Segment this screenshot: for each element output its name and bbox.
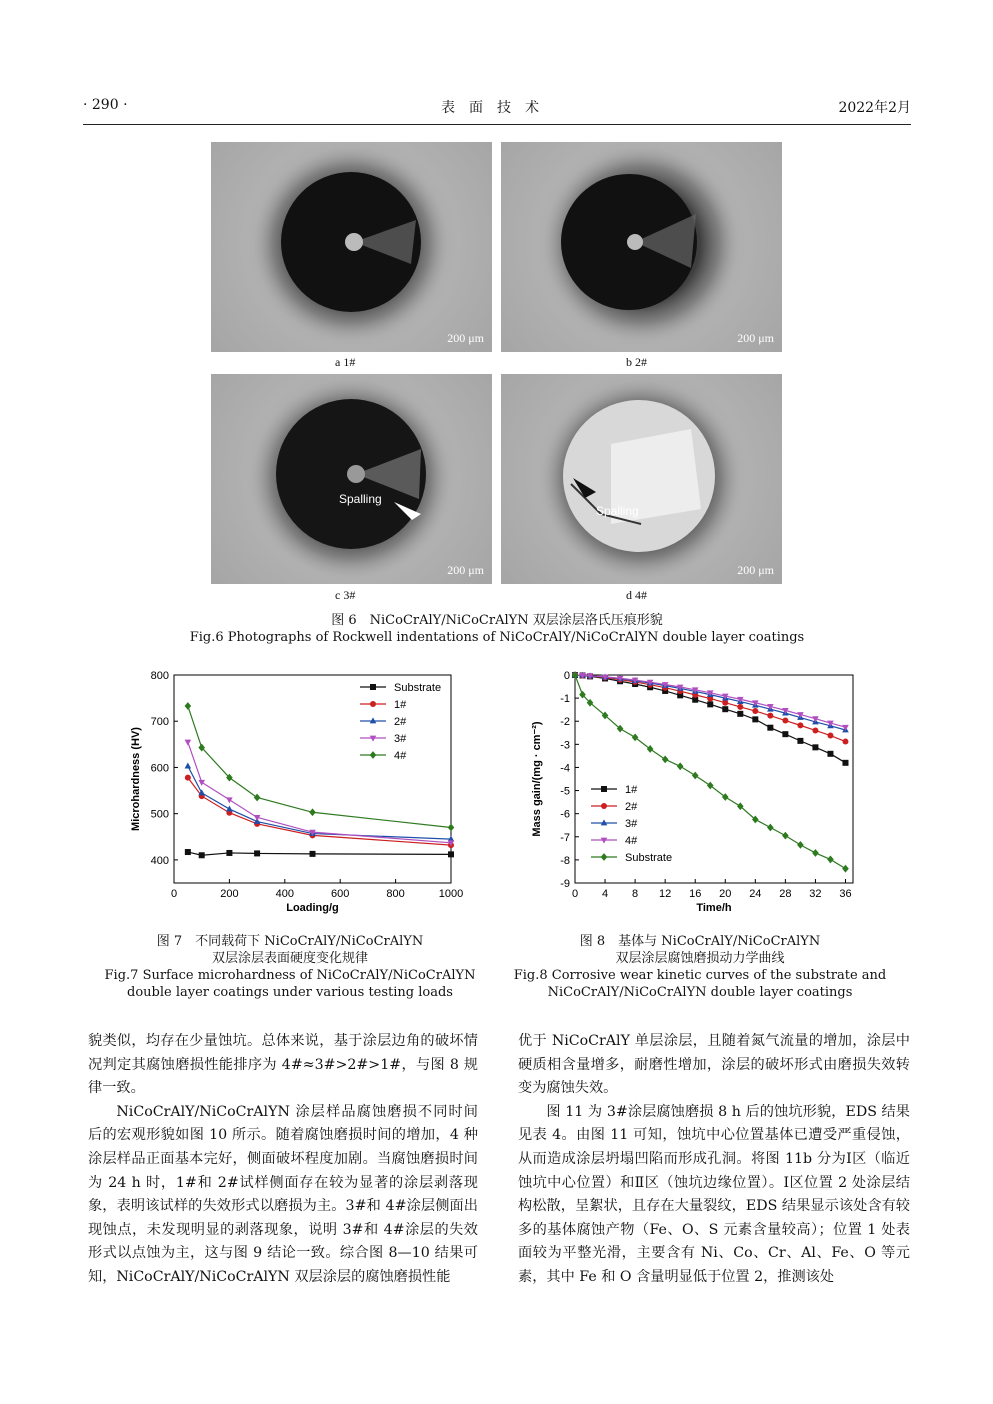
figure8-caption bbox=[505, 933, 895, 1001]
issue-date: 2022年2月 bbox=[838, 100, 911, 116]
data-point bbox=[827, 751, 833, 757]
y-tick-label: -7 bbox=[560, 831, 570, 844]
data-point bbox=[767, 725, 773, 731]
series bbox=[185, 762, 455, 841]
caption-en: double layer coatings under various testing loads bbox=[127, 985, 453, 1000]
data-point bbox=[632, 734, 639, 742]
data-point bbox=[782, 718, 788, 724]
photo-label-c: c 3# bbox=[335, 588, 356, 602]
indentation-photo-a bbox=[211, 142, 492, 352]
data-point bbox=[827, 733, 833, 739]
legend bbox=[360, 682, 441, 762]
x-tick-label: 20 bbox=[719, 888, 732, 900]
y-tick-label: -3 bbox=[560, 739, 570, 752]
legend-label: Substrate bbox=[625, 852, 673, 864]
legend-label: 4# bbox=[625, 835, 638, 847]
mass-gain-chart bbox=[525, 663, 865, 925]
legend-label: 3# bbox=[625, 818, 638, 830]
figure7-caption bbox=[95, 933, 485, 1001]
legend-label: 3# bbox=[394, 733, 407, 745]
data-point bbox=[782, 731, 788, 737]
data-point bbox=[707, 782, 714, 790]
data-point bbox=[198, 780, 205, 786]
running-header bbox=[83, 97, 911, 119]
x-tick-label: 400 bbox=[275, 888, 294, 900]
x-tick-label: 36 bbox=[839, 888, 852, 900]
body-left-column bbox=[88, 1030, 478, 1290]
caption-cn: 图 7 不同载荷下 NiCoCrAlY/NiCoCrAlYN bbox=[156, 934, 424, 949]
data-point bbox=[309, 808, 316, 816]
data-point bbox=[185, 762, 192, 768]
y-tick-label: 800 bbox=[150, 670, 169, 682]
data-point bbox=[448, 824, 455, 832]
legend bbox=[591, 784, 672, 864]
y-tick-label: -2 bbox=[560, 716, 570, 729]
legend-label: 2# bbox=[394, 716, 407, 728]
caption-cn: 图 6 NiCoCrAlY/NiCoCrAlYN 双层涂层洛氏压痕形貌 bbox=[331, 613, 663, 628]
indentation-image bbox=[501, 142, 782, 352]
data-point bbox=[185, 775, 191, 781]
data-point bbox=[842, 760, 848, 766]
journal-name: 表面技术 bbox=[441, 100, 553, 116]
data-point bbox=[448, 851, 454, 857]
data-point bbox=[601, 786, 607, 792]
data-point bbox=[827, 856, 834, 864]
microhardness-chart bbox=[110, 663, 480, 925]
data-point bbox=[185, 702, 192, 710]
x-tick-label: 28 bbox=[779, 888, 792, 900]
data-point bbox=[797, 722, 803, 728]
data-point bbox=[370, 751, 377, 759]
indentation-image bbox=[501, 374, 782, 584]
data-point bbox=[722, 793, 729, 801]
x-tick-label: 12 bbox=[659, 888, 672, 900]
scale-bar-label: 200 μm bbox=[447, 331, 484, 345]
spalling-annotation: Spalling bbox=[596, 504, 639, 518]
x-tick-label: 0 bbox=[571, 888, 579, 900]
y-tick-label: -4 bbox=[560, 762, 570, 775]
series bbox=[185, 740, 455, 847]
data-point bbox=[254, 794, 261, 802]
data-point bbox=[310, 851, 316, 857]
y-axis-label: Mass gain/(mg · cm⁻²) bbox=[531, 721, 543, 837]
y-tick-label: 700 bbox=[150, 716, 169, 729]
data-point bbox=[842, 739, 848, 745]
data-point bbox=[767, 713, 773, 719]
y-tick-label: -6 bbox=[560, 808, 570, 821]
legend-label: Substrate bbox=[394, 682, 442, 694]
photo-label-b: b 2# bbox=[626, 355, 647, 369]
data-point bbox=[254, 850, 260, 856]
caption-en: NiCoCrAlY/NiCoCrAlYN double layer coatings bbox=[547, 985, 853, 1000]
y-tick-label: -9 bbox=[560, 878, 570, 890]
x-tick-label: 24 bbox=[749, 888, 762, 900]
data-point bbox=[812, 727, 818, 733]
caption-en: Fig.6 Photographs of Rockwell indentations of NiCoCrAlY/NiCoCrAlYN double layer coatings bbox=[189, 630, 805, 645]
data-point bbox=[767, 824, 774, 832]
data-point bbox=[812, 744, 818, 750]
caption-cn: 双层涂层表面硬度变化规律 bbox=[211, 951, 368, 966]
series bbox=[572, 672, 848, 745]
x-tick-label: 200 bbox=[220, 888, 239, 900]
y-tick-label: -1 bbox=[560, 693, 570, 706]
data-point bbox=[601, 803, 607, 809]
data-point bbox=[812, 849, 819, 857]
data-point bbox=[752, 708, 758, 714]
series-line bbox=[188, 742, 451, 843]
indentation-photo-c bbox=[211, 374, 492, 584]
data-point bbox=[797, 738, 803, 744]
y-tick-label: 500 bbox=[150, 808, 169, 821]
caption-en: Fig.7 Surface microhardness of NiCoCrAlY/NiCoCrAlYN bbox=[104, 968, 476, 983]
scale-bar-label: 200 μm bbox=[737, 563, 774, 577]
data-point bbox=[226, 805, 233, 811]
indentation-image bbox=[211, 142, 492, 352]
data-point bbox=[737, 711, 743, 717]
series bbox=[185, 702, 455, 831]
paragraph: 优于 NiCoCrAlY 单层涂层，且随着氮气流量的增加，涂层中硬质相含量增多，耐磨性增加，涂层的破坏形式由磨损失效转变为腐蚀失效。 bbox=[518, 1033, 910, 1097]
y-tick-label: 0 bbox=[563, 670, 570, 682]
body-right-column bbox=[518, 1030, 910, 1290]
y-tick-label: 400 bbox=[150, 854, 169, 867]
header-rule bbox=[83, 124, 911, 125]
indentation-image bbox=[211, 374, 492, 584]
legend-label: 4# bbox=[394, 750, 407, 762]
series bbox=[185, 849, 454, 858]
data-point bbox=[722, 700, 728, 706]
data-point bbox=[782, 832, 789, 840]
data-point bbox=[647, 745, 654, 753]
data-point bbox=[185, 849, 191, 855]
scale-bar-label: 200 μm bbox=[447, 563, 484, 577]
paragraph: 图 11 为 3#涂层腐蚀磨损 8 h 后的蚀坑形貌，EDS 结果见表 4。由图 11 可知，蚀坑中心位置基体已遭受严重侵蚀，从而造成涂层坍塌凹陷而形成孔洞。将图 11b 分为Ⅰ区（临近蚀坑中心位置）和Ⅱ区（蚀坑边缘位置）。Ⅰ区位置 2 处涂层结构松散，呈絮状，且存在大量裂纹，EDS 结果显示该处含有较多的基体腐蚀产物（Fe、O、S 元素含量较高）；位置 1 处表面较为平整光滑，主要含有 Ni、Co、Cr、Al、Fe、O 等元素，其中 Fe 和 O 含量明显低于位置 2，推测该处 bbox=[518, 1103, 910, 1285]
data-point bbox=[797, 841, 804, 849]
y-tick-label: -8 bbox=[560, 854, 570, 867]
y-tick-label: -5 bbox=[560, 785, 570, 798]
x-tick-label: 600 bbox=[331, 888, 350, 900]
data-point bbox=[662, 755, 669, 763]
data-point bbox=[752, 716, 758, 722]
caption-en: Fig.8 Corrosive wear kinetic curves of the substrate and bbox=[513, 968, 887, 983]
data-point bbox=[199, 852, 205, 858]
data-point bbox=[707, 701, 713, 707]
indentation-photo-d bbox=[501, 374, 782, 584]
x-tick-label: 8 bbox=[632, 888, 639, 900]
x-tick-label: 16 bbox=[689, 888, 702, 900]
x-tick-label: 32 bbox=[809, 888, 822, 900]
caption-cn: 图 8 基体与 NiCoCrAlY/NiCoCrAlYN bbox=[579, 934, 821, 949]
series-line bbox=[575, 675, 845, 742]
scale-bar-label: 200 μm bbox=[737, 331, 774, 345]
data-point bbox=[842, 865, 849, 873]
spalling-annotation: Spalling bbox=[339, 492, 382, 506]
y-tick-label: 600 bbox=[150, 762, 169, 775]
data-point bbox=[722, 706, 728, 712]
x-axis-label: Loading/g bbox=[286, 902, 339, 914]
y-axis-label: Microhardness (HV) bbox=[130, 727, 142, 831]
data-point bbox=[601, 853, 608, 861]
caption-cn: 双层涂层腐蚀磨损动力学曲线 bbox=[615, 951, 785, 966]
x-tick-label: 800 bbox=[386, 888, 405, 900]
page-number: · 290 · bbox=[83, 97, 128, 113]
legend-label: 2# bbox=[625, 801, 638, 813]
paragraph: 貌类似，均存在少量蚀坑。总体来说，基于涂层边角的破坏情况判定其腐蚀磨损性能排序为 4#≈3#>2#>1#，与图 8 规律一致。 bbox=[88, 1033, 478, 1097]
data-point bbox=[226, 850, 232, 856]
photo-label-a: a 1# bbox=[335, 355, 356, 369]
x-tick-label: 0 bbox=[170, 888, 178, 900]
data-point bbox=[370, 701, 376, 707]
x-axis-label: Time/h bbox=[696, 902, 732, 914]
x-tick-label: 1000 bbox=[438, 888, 464, 900]
x-tick-label: 4 bbox=[601, 888, 609, 900]
indentation-photo-b bbox=[501, 142, 782, 352]
paragraph: NiCoCrAlY/NiCoCrAlYN 涂层样品腐蚀磨损不同时间后的宏观形貌如图 10 所示。随着腐蚀磨损时间的增加，4 种涂层样品正面基本完好，侧面破坏程度加剧。当腐蚀磨损时间为 24 h 时，1#和 2#试样侧面存在较为显著的涂层剥落现象，表明该试样的失效形式以磨损为主。3#和 4#涂层侧面出现蚀点，未发现明显的剥落现象，说明 3#和 4#涂层的失效形式以点蚀为主，这与图 9 结论一致。综合图 8—10 结果可知，NiCoCrAlY/NiCoCrAlYN 双层涂层的腐蚀磨损性能 bbox=[88, 1103, 478, 1285]
legend-label: 1# bbox=[394, 699, 407, 711]
data-point bbox=[737, 704, 743, 710]
data-point bbox=[692, 772, 699, 780]
data-point bbox=[370, 684, 376, 690]
legend-label: 1# bbox=[625, 784, 638, 796]
figure6-caption bbox=[83, 612, 911, 646]
photo-label-d: d 4# bbox=[626, 588, 647, 602]
data-point bbox=[226, 797, 233, 803]
data-point bbox=[677, 762, 684, 770]
plot-frame bbox=[575, 675, 853, 883]
data-point bbox=[185, 740, 192, 746]
